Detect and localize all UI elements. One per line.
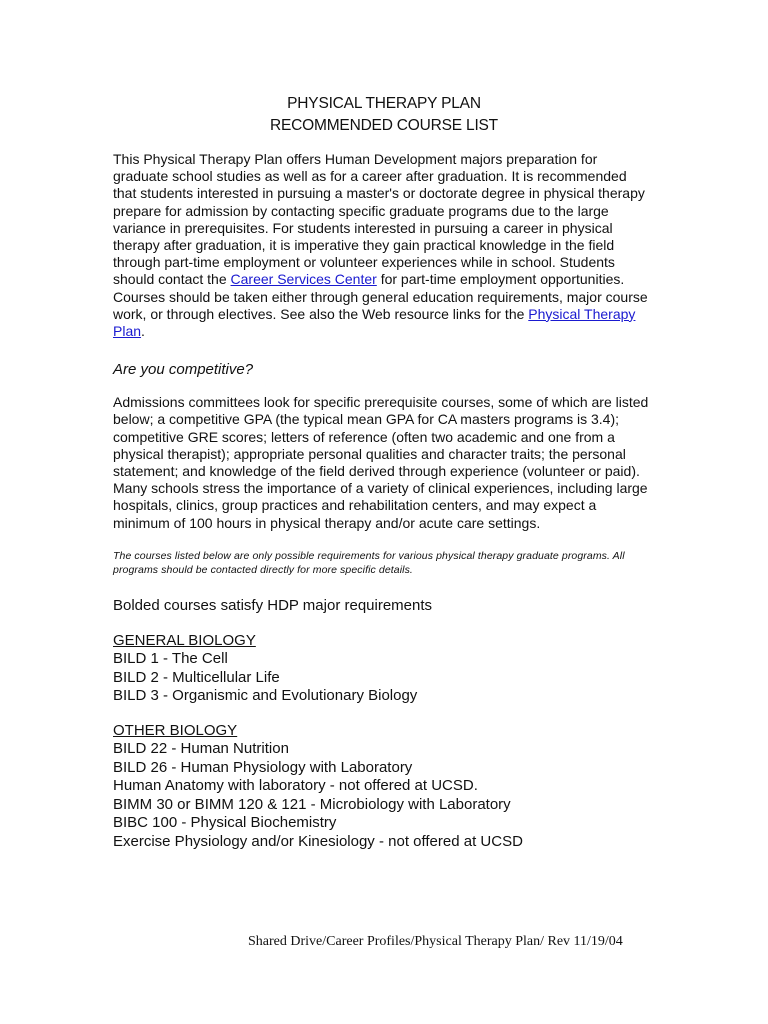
bolded-courses-note: Bolded courses satisfy HDP major requirements	[113, 596, 433, 614]
course-item: BILD 22 - Human Nutrition	[113, 740, 289, 758]
course-item: BIBC 100 - Physical Biochemistry	[113, 814, 337, 832]
course-item: BILD 1 - The Cell	[113, 650, 228, 668]
competitive-paragraph: Admissions committees look for specific prerequisite courses, some of which are listed below; a competitive GPA (the typical mean GPA for CA masters programs is 3.4); competitive GRE scores; letters of reference (often two academic and one from a physical therapist); appropriate personal qualities and character traits; the personal statement; and knowledge of the field derived through experience (volunteer or paid). Many schools stress the importance of a variety of clinical experiences, including large hospitals, clinics, group practices and rehabilitation centers, and may expect a minimum of 100 hours in physical therapy and/or acute care settings.	[113, 394, 649, 531]
intro-text-3: .	[141, 323, 145, 340]
requirements-note: The courses listed below are only possible requirements for various physical therapy graduate programs. All programs should be contacted directly for more specific details.	[113, 549, 625, 577]
section-other-biology	[113, 722, 653, 852]
intro-text-1: This Physical Therapy Plan offers Human Development majors preparation for graduate school studies as well as for a career after graduation. It is recommended that students interested in pursuing a master's or doctorate degree in physical therapy prepare for admission by contacting specific graduate programs due to the large variance in prerequisites. For students interested in pursuing a career in physical therapy after graduation, it is imperative they gain practical knowledge in the field through part-time employment or volunteer experiences while in school. Students should contact the	[113, 151, 645, 288]
career-services-link[interactable]: Career Services Center	[230, 271, 377, 288]
course-item: BIMM 30 or BIMM 120 & 121 - Microbiology with Laboratory	[113, 795, 511, 813]
course-item: BILD 3 - Organismic and Evolutionary Biology	[113, 687, 418, 705]
section-heading: GENERAL BIOLOGY	[113, 631, 256, 649]
title-line-2: RECOMMENDED COURSE LIST	[270, 117, 498, 134]
course-item: BILD 2 - Multicellular Life	[113, 668, 280, 686]
intro-text-2: for part-time employment opportunities. Courses should be taken either through general education requirements, major course work, or through electives. See also the Web resource links for the	[113, 271, 648, 322]
title-line-1: PHYSICAL THERAPY PLAN	[287, 95, 481, 112]
section-general-biology	[113, 632, 653, 706]
course-item: BILD 26 - Human Physiology with Laboratory	[113, 758, 413, 776]
intro-paragraph	[113, 151, 653, 340]
course-item: Human Anatomy with laboratory - not offered at UCSD.	[113, 777, 478, 795]
course-list	[113, 650, 653, 706]
document-title	[0, 93, 768, 137]
physical-therapy-plan-link[interactable]: Physical Therapy Plan	[113, 305, 636, 340]
course-list	[113, 740, 653, 851]
document-body	[113, 151, 653, 851]
competitive-heading: Are you competitive?	[113, 361, 254, 379]
section-heading: OTHER BIOLOGY	[113, 721, 238, 739]
course-item: Exercise Physiology and/or Kinesiology - not offered at UCSD	[113, 832, 523, 850]
page-footer: Shared Drive/Career Profiles/Physical Therapy Plan/ Rev 11/19/04	[248, 934, 623, 949]
